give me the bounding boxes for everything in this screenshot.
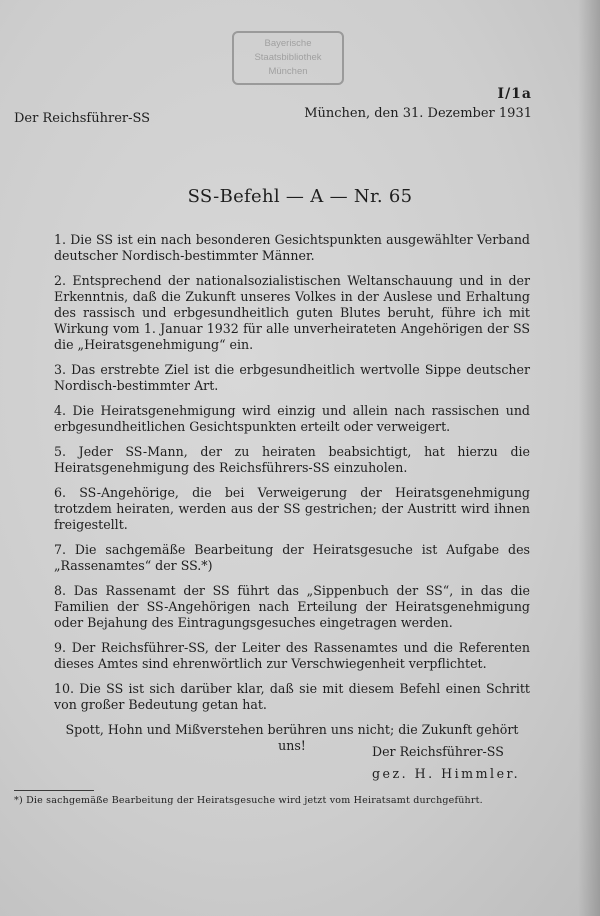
paragraph-5: 5. Jeder SS-Mann, der zu heiraten beabsichtigt, hat hierzu die Heiratsgenehmigung des Reichsführers-SS einzuholen. xyxy=(54,444,530,475)
paragraph-7: 7. Die sachgemäße Bearbeitung der Heiratsgesuche ist Aufgabe des „Rassenamtes“ der SS.*) xyxy=(54,542,530,573)
paragraph-3: 3. Das erstrebte Ziel ist die erbgesundheitlich wertvolle Sippe deutscher Nordisch-bestimmter Art. xyxy=(54,362,530,393)
paragraph-4: 4. Die Heiratsgenehmigung wird einzig und allein nach rassischen und erbgesundheitlichen Gesichtspunkten erteilt oder verweigert. xyxy=(54,403,530,434)
signature-title: Der Reichsführer-SS xyxy=(372,744,504,759)
paragraph-2: 2. Entsprechend der nationalsozialistischen Weltanschauung und in der Erkenntnis, daß die Zukunft unseres Volkes in der Auslese und Erhaltung des rassisch und erbgesundheitlich guten Blutes beruht, führe ich mit Wirkung vom 1. Januar 1932 für alle unverheirateten Angehörigen der SS die „Heiratsgenehmigung“ ein. xyxy=(54,273,530,352)
paragraph-6: 6. SS-Angehörige, die bei Verweigerung der Heiratsgenehmigung trotzdem heiraten, werden aus der SS gestrichen; der Austritt wird ihnen freigestellt. xyxy=(54,485,530,532)
signature-block xyxy=(372,741,520,785)
dateline: München, den 31. Dezember 1931 xyxy=(304,106,532,121)
paragraph-8: 8. Das Rassenamt der SS führt das „Sippenbuch der SS“, in das die Familien der SS-Angehörigen nach Erteilung der Heiratsgenehmigung oder Bejahung des Eintragungsgesuches eingetragen werden. xyxy=(54,583,530,630)
paragraph-10: 10. Die SS ist sich darüber klar, daß sie mit diesem Befehl einen Schritt von großer Bedeutung getan hat. xyxy=(54,681,530,712)
stamp-line: Staatsbibliothek xyxy=(254,52,322,63)
reference-number: I/1a xyxy=(497,86,532,102)
stamp-line: München xyxy=(268,66,308,77)
paragraph-9: 9. Der Reichsführer-SS, der Leiter des Rassenamtes und die Referenten dieses Amtes sind ehrenwörtlich zur Verschwiegenheit verpflichtet. xyxy=(54,640,530,671)
paragraph-1: 1. Die SS ist ein nach besonderen Gesichtspunkten ausgewählter Verband deutscher Nordisch-bestimmter Männer. xyxy=(54,232,530,263)
document-body xyxy=(54,232,530,767)
stamp-line: Bayerische xyxy=(264,38,312,49)
library-stamp xyxy=(232,31,344,85)
footnote-rule xyxy=(14,790,94,791)
closing-line: Spott, Hohn und Mißverstehen berühren uns nicht; die Zukunft gehört uns! xyxy=(65,722,519,753)
sender-line: Der Reichsführer-SS xyxy=(14,111,151,126)
signature-name: gez. H. Himmler. xyxy=(372,766,521,781)
page-edge-shadow xyxy=(578,0,600,916)
footnote: *) Die sachgemäße Bearbeitung der Heiratsgesuche wird jetzt vom Heiratsamt durchgeführt. xyxy=(14,795,483,806)
document-title: SS-Befehl — A — Nr. 65 xyxy=(187,186,413,207)
